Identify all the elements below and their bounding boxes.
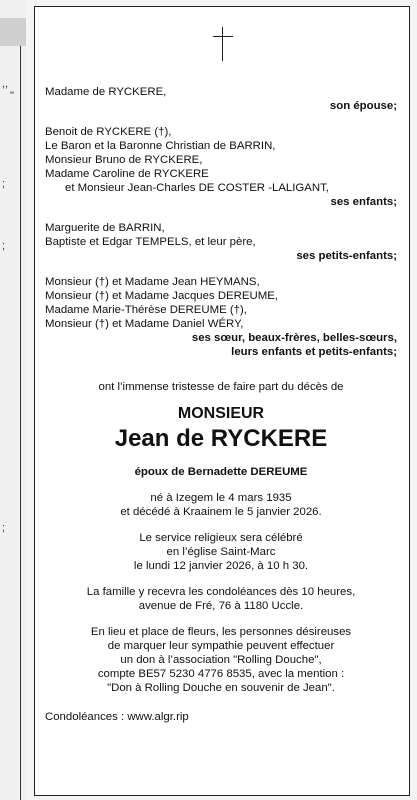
sibling-line: Monsieur (†) et Madame Jacques DEREUME, xyxy=(45,290,278,302)
siblings-relation: ses sœur, beaux-frères, belles-sœurs, xyxy=(191,332,397,344)
flowers-line: un don à l’association "Rolling Douche", xyxy=(120,654,322,666)
condolences-visit-line: La famille y recevra les condoléances dès 10 heures, xyxy=(86,586,356,598)
deceased-title: MONSIEUR xyxy=(177,405,265,422)
birth-line: né à Izegem le 4 mars 1935 xyxy=(150,492,292,504)
spouse-name: Madame de RYCKERE, xyxy=(45,86,167,98)
death-line: et décédé à Kraainem le 5 janvier 2026. xyxy=(120,506,322,518)
grandchild-line: Baptiste et Edgar TEMPELS, et leur père, xyxy=(45,236,256,248)
adjacent-text-fragment: ; xyxy=(2,178,6,190)
child-line: Le Baron et la Baronne Christian de BARRIN, xyxy=(45,140,276,152)
flowers-line: compte BE57 5230 4776 8535, avec la mention : xyxy=(97,668,345,680)
adjacent-column xyxy=(0,0,26,800)
child-line: Benoit de RYCKERE (†), xyxy=(45,126,172,138)
service-line: le lundi 12 janvier 2026, à 10 h 30. xyxy=(133,560,309,572)
announcement: ont l’immense tristesse de faire part du décès de xyxy=(98,381,344,393)
child-line: Monsieur Bruno de RYCKERE, xyxy=(45,154,203,166)
flowers-line: "Don à Rolling Douche en souvenir de Jean". xyxy=(107,682,335,694)
adjacent-text-fragment: " xyxy=(10,90,14,102)
service-line: en l’église Saint-Marc xyxy=(166,546,276,558)
adjacent-text-fragment: ; xyxy=(2,240,6,252)
flowers-line: de marquer leur sympathie peuvent effectuer xyxy=(107,640,335,652)
grandchildren-relation: ses petits-enfants; xyxy=(296,250,397,262)
child-line: Madame Caroline de RYCKERE xyxy=(45,168,209,180)
spouse-of: époux de Bernadette DEREUME xyxy=(134,466,308,478)
service-line: Le service religieux sera célébré xyxy=(139,532,303,544)
condolences-visit-line: avenue de Fré, 76 à 1180 Uccle. xyxy=(138,600,304,612)
adjacent-column-border xyxy=(0,46,21,800)
siblings-relation: leurs enfants et petits-enfants; xyxy=(231,346,397,358)
grandchild-line: Marguerite de BARRIN, xyxy=(45,222,165,234)
adjacent-text-fragment: ; xyxy=(2,522,6,534)
flowers-line: En lieu et place de fleurs, les personnes désireuses xyxy=(90,626,352,638)
condolences-online: Condoléances : www.algr.rip xyxy=(45,711,189,723)
sibling-line: Monsieur (†) et Madame Jean HEYMANS, xyxy=(45,276,260,288)
death-notice xyxy=(34,6,410,796)
deceased-name: Jean de RYCKERE xyxy=(114,425,328,452)
sibling-line: Madame Marie-Thérèse DEREUME (†), xyxy=(45,304,247,316)
spouse-relation: son épouse; xyxy=(329,100,397,112)
children-relation: ses enfants; xyxy=(330,196,397,208)
adjacent-text-fragment: ,, xyxy=(2,78,9,90)
child-line: et Monsieur Jean-Charles DE COSTER -LALIGANT, xyxy=(65,182,329,194)
sibling-line: Monsieur (†) et Madame Daniel WÉRY, xyxy=(45,318,244,330)
adjacent-column-header xyxy=(0,18,26,46)
cross-icon xyxy=(213,27,233,61)
